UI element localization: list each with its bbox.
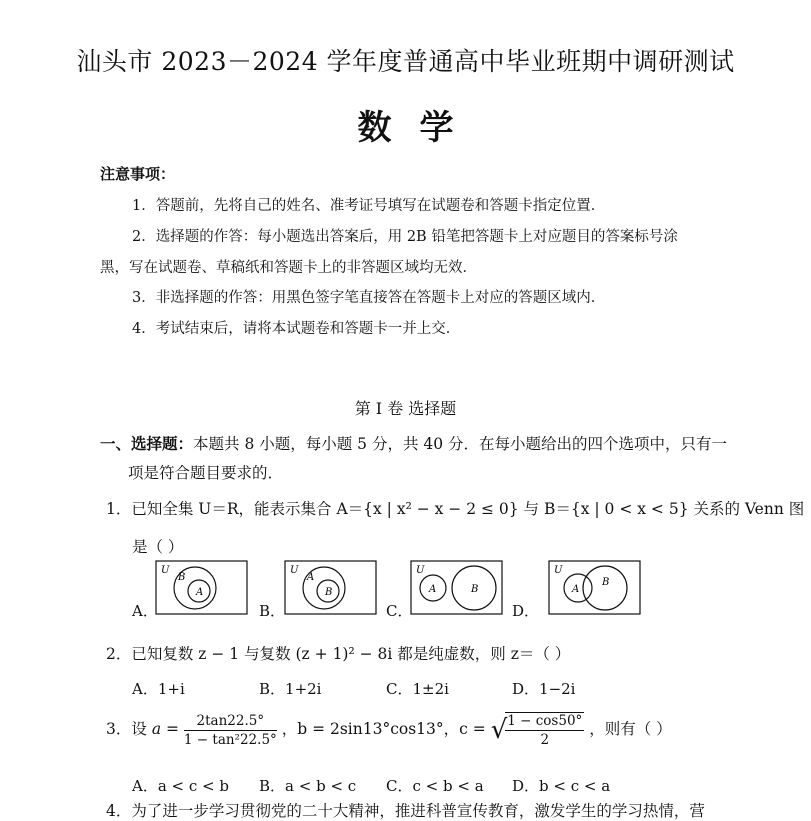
q1-venn-b-u: U (290, 565, 299, 576)
q1-venn-a-b: B (178, 572, 186, 583)
part1-line1: 本题共 8 小题，每小题 5 分，共 40 分．在每小题给出的四个选项中，只有一 (193, 435, 728, 453)
notes-heading: 注意事项： (100, 165, 176, 183)
q1-option-d-label: D． (512, 602, 540, 620)
q1-venn-b-a: A (307, 572, 315, 583)
q1-venn-d-u: U (554, 565, 563, 576)
section-title: 第 I 卷 选择题 (354, 399, 457, 418)
q2-option-b: B．1+2i (259, 680, 322, 698)
q1-option-c-label: C． (386, 602, 413, 620)
q2-option-a: A．1+i (132, 680, 185, 698)
q3-option-d: D．b < c < a (512, 777, 611, 795)
q1-venn-a-a: A (196, 587, 204, 598)
part1-instructions (100, 432, 727, 454)
q3-option-b: B．a < b < c (259, 777, 357, 795)
part1-label: 一、选择题： (100, 434, 194, 453)
q1-venn-c-u: U (416, 565, 425, 576)
note-item-4: 4．考试结束后，请将本试题卷和答题卡一并上交． (132, 321, 461, 337)
q3-a-denominator: 1 − tan²22.5° (183, 731, 277, 748)
q2-stem: 2．已知复数 z − 1 与复数 (z + 1)² − 8i 都是纯虚数，则 z＝（ ） (106, 645, 571, 663)
q3-a-lhs: a = (151, 720, 179, 738)
q3-option-a: A．a < c < b (132, 777, 229, 795)
q3-b-expr: ，b = 2sin13°cos13°，c = (281, 720, 486, 738)
q3-a-fraction (184, 713, 277, 748)
note-item-2: 2．选择题的作答：每小题选出答案后，用 2B 铅笔把答题卡上对应题目的答案标号涂 (132, 229, 678, 245)
exam-title: 汕头市 2023－2024 学年度普通高中毕业班期中调研测试 (76, 47, 735, 76)
q3-c-denominator: 2 (540, 732, 550, 748)
q4-partial: 4．为了进一步学习贯彻党的二十大精神，推进科普宣传教育，激发学生的学习热情，营 (106, 802, 705, 820)
q1-stem: 1．已知全集 U＝R，能表示集合 A＝{x | x² − x − 2 ≤ 0} 与 B＝{x | 0 < x < 5} 关系的 Venn 图 (106, 500, 805, 518)
q3-prefix: 3．设 (106, 720, 147, 738)
q1-venn-d-b: B (602, 577, 610, 588)
q1-venn-c-b: B (471, 584, 479, 595)
q1-venn-d-a: A (572, 584, 580, 595)
q1-venn-b-b: B (325, 587, 333, 598)
q3-a-numerator: 2tan22.5° (184, 713, 277, 731)
q3-suffix: ，则有（ ） (589, 720, 672, 738)
q3-c-fraction (505, 712, 584, 748)
q1-venn-a (155, 560, 249, 616)
note-item-3: 3．非选择题的作答：用黑色签字笔直接答在答题卡上对应的答题区域内． (132, 290, 606, 306)
q1-stem-cont: 是（ ） (132, 538, 184, 556)
q2-option-d: D．1−2i (512, 680, 576, 698)
note-item-1: 1．答题前，先将自己的姓名、准考证号填写在试题卷和答题卡指定位置． (132, 198, 606, 214)
q1-venn-b (284, 560, 378, 616)
q1-venn-a-u: U (161, 565, 170, 576)
q3-sqrt-sign: √ (490, 715, 508, 745)
q3-option-c: C．c < b < a (386, 777, 484, 795)
q1-venn-c (410, 560, 504, 616)
q1-venn-c-a: A (429, 584, 437, 595)
part1-line2: 项是符合题目要求的． (128, 464, 284, 482)
q1-venn-d (548, 560, 642, 616)
q3-stem (106, 712, 672, 748)
q2-option-c: C．1±2i (386, 680, 449, 698)
q1-option-a-label: A． (132, 602, 158, 620)
subject-title: 数学 (357, 108, 482, 148)
q1-option-b-label: B． (259, 602, 286, 620)
note-item-2-cont: 黑，写在试题卷、草稿纸和答题卡上的非答题区域均无效． (100, 260, 477, 276)
q3-c-numerator: 1 − cos50° (507, 713, 583, 729)
